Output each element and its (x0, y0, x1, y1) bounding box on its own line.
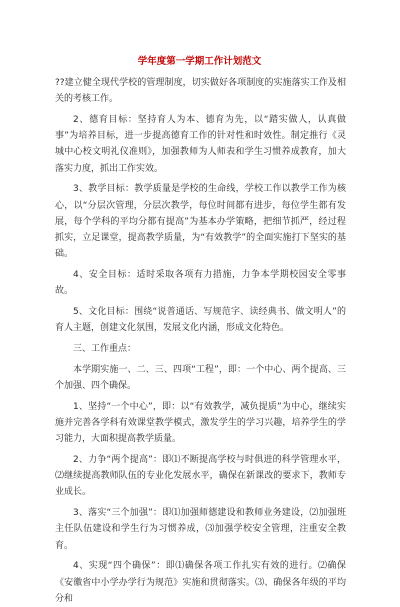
paragraph: 3、教学目标：教学质量是学校的生命线，学校工作以教学工作为核心，以“分层次管理，分层次教学，每位时间都有进步，每位学生都有发展，每个学科的平均分都有提高”为基本办学策略，把细节抓严，经过程抓实，立足课堂，提高教学质量，为“有效教学”的全面实施打下坚实的基础。 (55, 184, 346, 260)
document-body (55, 75, 346, 607)
paragraph: 三、工作重点： (73, 344, 137, 355)
paragraph: 2、德育目标：坚持育人为本、德育为先，以“踏实做人，认真做事”为培养目标，进一步提高德育工作的针对性和时效性。制定推行《灵城中心校文明礼仪准则》，加强教师为人师表和学生习惯养成教育，加大落实力度，抓出工作实效。 (55, 115, 346, 174)
paragraph: 5、文化目标：围绕“说普通话、写规范字、读经典书、做文明人”的育人主题，创建文化氛围，发展文化内涵，形成文化特色。 (55, 307, 346, 334)
paragraph: 2、力争“两个提高”：即⑴不断提高学校与时俱进的科学管理水平，⑵继续提高教师队伍的专业化发展水平，确保在新课改的要求下，教师专业成长。 (55, 455, 346, 498)
document-title: 学年度第一学期工作计划范文 (137, 56, 262, 67)
paragraph: 4、实现“四个确保”：即⑴确保各项工作扎实有效的进行。⑵确保《安徽省中小学办学行为规范》实施和贯彻落实。⑶、确保各年级的平均分和 (55, 561, 346, 604)
paragraph: 4、安全目标：适时采取各项有力措施，力争本学期校园安全零事故。 (55, 270, 346, 297)
paragraph: ??建立健全现代学校的管理制度，切实做好各项制度的实施落实工作及相关的考核工作。 (55, 78, 346, 105)
paragraph: 3、落实“三个加强”：即⑴加强师德建设和教师业务建设，⑵加强班主任队伍建设和学生行为习惯养成，⑶加强学校安全管理，注重安全教育。 (55, 508, 346, 551)
paragraph: 本学期实施一、二、三、四项“工程”，即：一个中心、两个提高、三个加强、四个确保。 (55, 364, 346, 392)
paragraph: 1、坚持“一个中心”，即：以“有效教学，减负提质”为中心，继续实施并完善各学科有效课堂教学模式，激发学生的学习兴趣，培养学生的学习能力，大面积提高教学质量。 (55, 401, 346, 445)
